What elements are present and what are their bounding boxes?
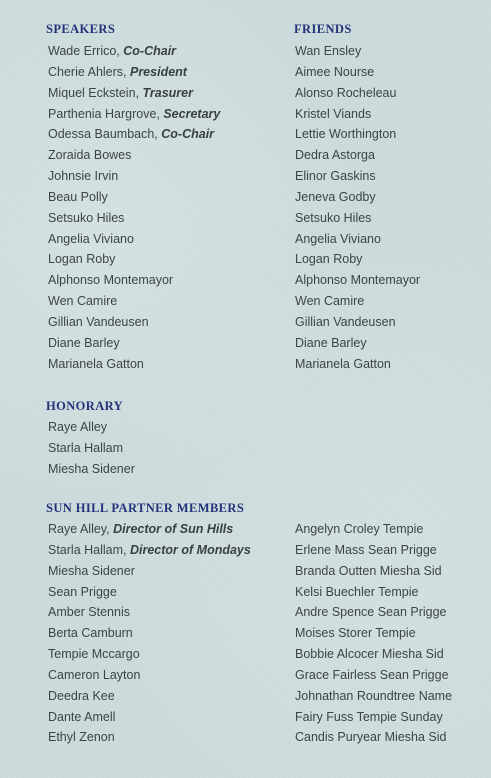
partners-heading: SUN HILL PARTNER MEMBERS bbox=[46, 501, 245, 515]
member-name: Angelia Viviano bbox=[48, 231, 134, 246]
list-item: Erlene Mass Sean Prigge bbox=[295, 542, 437, 557]
list-item: Miesha Sidener bbox=[48, 461, 135, 476]
member-name: Diane Barley bbox=[48, 335, 120, 350]
list-item: Dedra Astorga bbox=[295, 148, 375, 163]
list-item: Marianela Gatton bbox=[295, 356, 391, 371]
honorary-list bbox=[48, 417, 135, 480]
member-name: Cameron Layton bbox=[48, 667, 141, 682]
list-item bbox=[48, 124, 220, 145]
member-name: Gillian Vandeusen bbox=[48, 314, 149, 329]
member-name: Alphonso Montemayor bbox=[48, 273, 174, 288]
member-role: Co-Chair bbox=[123, 44, 177, 58]
list-item: Starla Hallam bbox=[48, 440, 124, 455]
list-item bbox=[48, 41, 220, 62]
member-name: Setsuko Hiles bbox=[48, 210, 125, 225]
partners-list-left bbox=[48, 519, 251, 748]
list-item: Setsuko Hiles bbox=[295, 210, 372, 225]
speakers-heading: SPEAKERS bbox=[46, 22, 116, 36]
list-item bbox=[48, 665, 251, 686]
list-item: Jeneva Godby bbox=[295, 189, 376, 204]
list-item bbox=[48, 249, 220, 270]
member-name: Odessa Baumbach, bbox=[48, 127, 162, 142]
speakers-list bbox=[48, 41, 220, 375]
list-item: Bobbie Alcocer Miesha Sid bbox=[295, 647, 444, 662]
list-item: Lettie Worthington bbox=[295, 127, 397, 142]
member-name: Wade Errico, bbox=[48, 44, 124, 58]
member-name: Miquel Eckstein, bbox=[48, 85, 143, 100]
list-item: Fairy Fuss Tempie Sunday bbox=[295, 709, 443, 724]
list-item bbox=[48, 312, 220, 333]
list-item: Kelsi Buechler Tempie bbox=[295, 584, 419, 599]
list-item: Alphonso Montemayor bbox=[295, 273, 421, 288]
member-role: Co-Chair bbox=[161, 127, 215, 142]
list-item: Angelyn Croley Tempie bbox=[295, 522, 424, 536]
list-item bbox=[48, 519, 251, 540]
list-item bbox=[48, 62, 220, 83]
list-item bbox=[48, 686, 251, 707]
member-name: Ethyl Zenon bbox=[48, 730, 115, 745]
list-item: Branda Outten Miesha Sid bbox=[295, 563, 442, 578]
list-item bbox=[48, 707, 251, 728]
member-name: Starla Hallam, bbox=[48, 542, 130, 557]
list-item bbox=[48, 540, 251, 561]
member-role: Secretary bbox=[163, 106, 221, 121]
member-name: Beau Polly bbox=[48, 189, 108, 204]
member-name: Marianela Gatton bbox=[48, 356, 144, 371]
member-name: Raye Alley, bbox=[48, 522, 114, 536]
list-item: Wen Camire bbox=[295, 294, 365, 309]
list-item bbox=[48, 602, 251, 623]
member-name: Deedra Kee bbox=[48, 688, 115, 703]
list-item bbox=[48, 145, 220, 166]
list-item: Andre Spence Sean Prigge bbox=[295, 605, 447, 620]
member-name: Parthenia Hargrove, bbox=[48, 106, 164, 121]
member-role: President bbox=[129, 64, 187, 79]
list-item: Aimee Nourse bbox=[295, 64, 375, 79]
member-name: Dante Amell bbox=[48, 709, 116, 724]
member-name: Tempie Mccargo bbox=[48, 647, 140, 662]
list-item bbox=[48, 354, 220, 375]
list-item: Elinor Gaskins bbox=[295, 169, 376, 184]
honorary-heading: HONORARY bbox=[46, 399, 124, 413]
list-item bbox=[48, 166, 220, 187]
list-item bbox=[48, 623, 251, 644]
list-item bbox=[48, 270, 220, 291]
friends-heading: FRIENDS bbox=[294, 22, 352, 36]
list-item bbox=[48, 291, 220, 312]
list-item: Wan Ensley bbox=[295, 44, 362, 58]
list-item: Grace Fairless Sean Prigge bbox=[295, 667, 449, 682]
member-name: Sean Prigge bbox=[48, 584, 117, 599]
list-item bbox=[48, 187, 220, 208]
member-name: Cherie Ahlers, bbox=[48, 64, 130, 79]
member-role: Director of Mondays bbox=[129, 542, 251, 557]
member-role: Director of Sun Hills bbox=[113, 522, 234, 536]
member-name: Logan Roby bbox=[48, 252, 116, 267]
list-item bbox=[48, 104, 220, 125]
list-item: Raye Alley bbox=[48, 420, 108, 434]
member-name: Miesha Sidener bbox=[48, 563, 135, 578]
list-item: Johnathan Roundtree Name bbox=[295, 688, 453, 703]
list-item bbox=[48, 229, 220, 250]
list-item: Logan Roby bbox=[295, 252, 363, 267]
member-name: Johnsie Irvin bbox=[48, 169, 119, 184]
member-name: Amber Stennis bbox=[48, 605, 130, 620]
list-item: Angelia Viviano bbox=[295, 231, 381, 246]
member-role: Trasurer bbox=[142, 85, 193, 100]
member-name: Wen Camire bbox=[48, 294, 118, 309]
member-name: Berta Camburn bbox=[48, 626, 133, 641]
member-name: Zoraida Bowes bbox=[48, 148, 132, 163]
list-item bbox=[48, 561, 251, 582]
list-item: Kristel Viands bbox=[295, 106, 372, 121]
partners-list-right bbox=[295, 519, 452, 748]
list-item bbox=[48, 727, 251, 748]
friends-list bbox=[295, 41, 420, 375]
list-item bbox=[48, 208, 220, 229]
list-item bbox=[48, 582, 251, 603]
list-item bbox=[48, 83, 220, 104]
list-item: Diane Barley bbox=[295, 335, 367, 350]
list-item: Alonso Rocheleau bbox=[295, 85, 397, 100]
list-item: Moises Storer Tempie bbox=[295, 626, 416, 641]
list-item bbox=[48, 644, 251, 665]
list-item bbox=[48, 333, 220, 354]
list-item: Candis Puryear Miesha Sid bbox=[295, 730, 447, 745]
list-item: Gillian Vandeusen bbox=[295, 314, 396, 329]
